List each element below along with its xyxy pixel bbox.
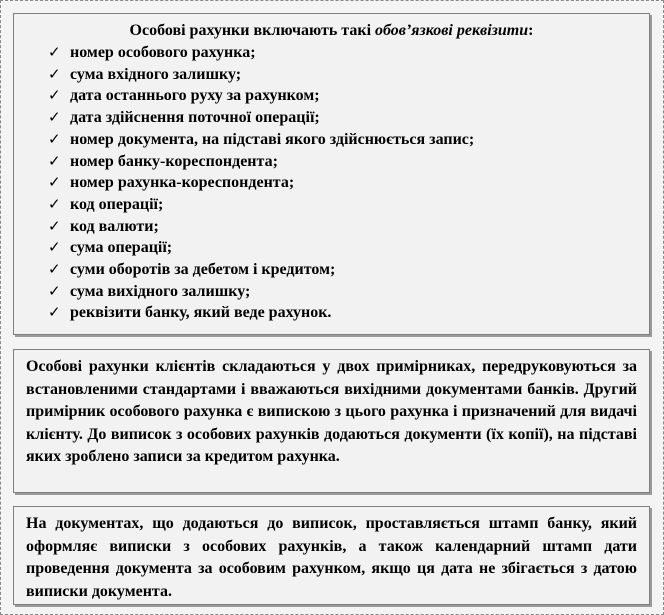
requisite-label: номер рахунка-кореспондента; — [70, 174, 295, 192]
title-prefix: Особові рахунки включають такі — [129, 22, 376, 39]
check-icon: ✓ — [48, 281, 61, 300]
requisite-item — [48, 259, 639, 281]
title-suffix: : — [528, 22, 534, 39]
requisite-item — [48, 172, 639, 194]
requisites-title — [24, 20, 639, 42]
stamp-info-text: На документах, що додаються до виписок, проставляється штамп банку, який оформляє виписки з особових рахунків, а також календарний штамп дати проведення документа за особовим рахунком, якщо ця дата не збігається з датою виписки документа. — [26, 515, 637, 600]
requisite-label: код валюти; — [70, 217, 159, 235]
requisite-item — [48, 237, 639, 259]
requisite-label: номер банку-кореспондента; — [70, 152, 278, 170]
requisites-box — [13, 13, 650, 335]
requisite-label: суми оборотів за дебетом і кредитом; — [70, 261, 336, 279]
requisite-label: сума вихідного залишку; — [70, 282, 251, 300]
requisite-item — [48, 281, 639, 303]
requisite-item — [48, 129, 639, 151]
requisite-label: сума операції; — [70, 239, 173, 257]
title-emphasis: обов’язкові реквізити — [375, 22, 529, 39]
requisite-label: реквізити банку, який веде рахунок. — [70, 304, 332, 322]
check-icon: ✓ — [48, 86, 61, 105]
check-icon: ✓ — [48, 216, 61, 235]
check-icon: ✓ — [48, 64, 61, 83]
check-icon: ✓ — [48, 260, 61, 279]
accounts-info-box — [13, 349, 650, 493]
requisite-label: код операції; — [70, 195, 164, 213]
check-icon: ✓ — [48, 108, 61, 127]
check-icon: ✓ — [48, 303, 61, 322]
requisite-item — [48, 42, 639, 64]
requisite-label: дата здійснення поточної операції; — [70, 109, 320, 127]
check-icon: ✓ — [48, 194, 61, 213]
requisites-list — [48, 42, 639, 324]
check-icon: ✓ — [48, 43, 61, 61]
check-icon: ✓ — [48, 151, 61, 170]
requisite-item — [48, 194, 639, 216]
requisite-label: номер особового рахунка; — [70, 44, 256, 61]
requisite-item — [48, 85, 639, 107]
check-icon: ✓ — [48, 173, 61, 192]
accounts-info-text: Особові рахунки клієнтів складаються у двох примірниках, передруковуються за встановленими стандартами і вважаються вихідними документами банків. Другий примірник особового рахунка є випискою з цього рахунка і призначений для видачі клієнту. До виписок з особових рахунків додаються документи (їх копії), на підставі яких зроблено записи за кредитом рахунка. — [26, 358, 637, 465]
requisite-label: сума вхідного залишку; — [70, 65, 242, 83]
stamp-info-box — [13, 506, 650, 605]
requisite-label: дата останнього руху за рахунком; — [70, 87, 320, 105]
check-icon: ✓ — [48, 238, 61, 257]
requisite-label: номер документа, на підставі якого здійснюється запис; — [70, 130, 475, 148]
requisite-item — [48, 151, 639, 173]
requisite-item — [48, 302, 639, 324]
requisite-item — [48, 216, 639, 238]
requisite-item — [48, 107, 639, 129]
requisite-item — [48, 64, 639, 86]
check-icon: ✓ — [48, 129, 61, 148]
